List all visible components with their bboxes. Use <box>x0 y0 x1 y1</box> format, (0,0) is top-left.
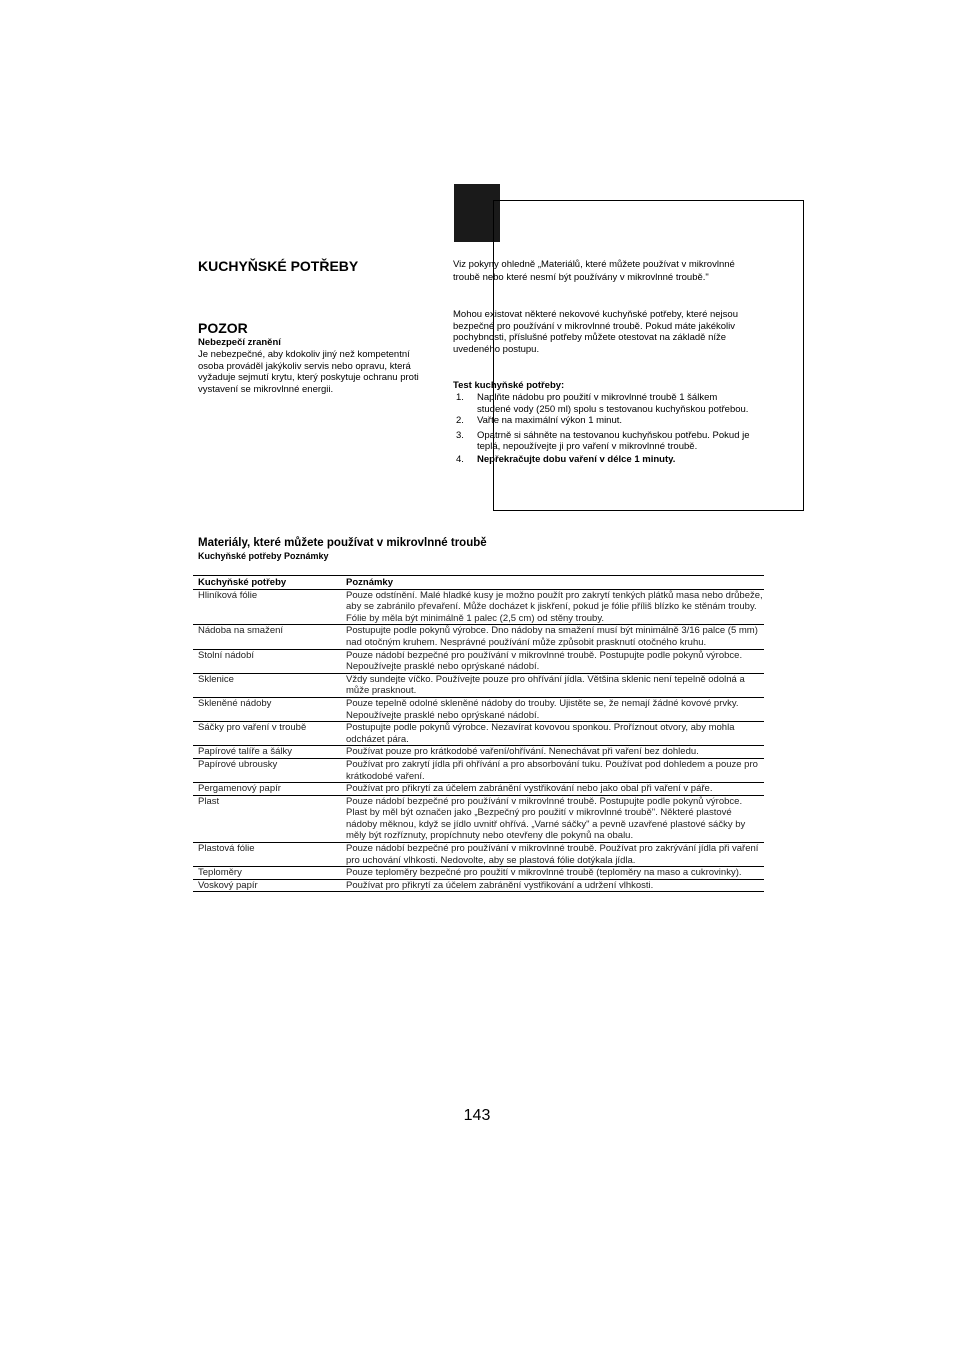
item-cell: Teploměry <box>193 867 341 880</box>
step-text: Vařte na maximální výkon 1 minut. <box>477 415 623 427</box>
table-row <box>193 758 764 782</box>
step-number: 4. <box>456 453 464 465</box>
materials-table <box>193 575 764 892</box>
note-cell: Používat pouze pro krátkodobé vaření/ohřívání. Nenechávat při vaření bez dohledu. <box>341 746 764 759</box>
note-cell: Pouze odstínění. Malé hladké kusy je možno použít pro zakrytí tenkých plátků masa nebo drůbeže, aby se zabránilo převaření. Může docházet k jiskření, pokud je fólie příliš blízko ke stěnám trouby. Fólie by měla být minimálně 1 palec (2,5 cm) od stěny trouby. <box>341 589 764 625</box>
note-cell: Vždy sundejte víčko. Používejte pouze pro ohřívání jídla. Většina sklenic není tepelně odolná a může prasknout. <box>341 673 764 697</box>
table-row <box>193 625 764 649</box>
note-cell: Pouze nádobí bezpečné pro používání v mikrovlnné troubě. Postupujte podle pokynů výrobce. Plast by měl být označen jako „Bezpečný pro použití v mikrovlnné troubě". Některé plastové nádoby měknou, když se jídlo uvnitř ohřívá. „Varné sáčky" a pevně uzavřené plastové sáčky by měly být rozříznuty, propíchnuty nebo otevřeny dle pokynů na obalu. <box>341 795 764 842</box>
page-number: 143 <box>463 1107 491 1124</box>
test-steps <box>453 392 753 466</box>
test-heading: Test kuchyňské potřeby: <box>453 380 565 391</box>
note-cell: Pouze nádobí bezpečné pro používání v mikrovlnné troubě. Používat pro zakrývání jídla při vaření pro uchování vlhkosti. Nedovolte, aby se plastová fólie dotýkala jídla. <box>341 843 764 867</box>
test-step <box>453 430 753 453</box>
item-cell: Nádoba na smažení <box>193 625 341 649</box>
step-text: Opatrně si sáhněte na testovanou kuchyňskou potřebu. Pokud je teplá, nepoužívejte ji pro vaření v mikrovlnné troubě. <box>477 429 750 453</box>
note-cell: Používat pro přikrytí za účelem zabránění vystřikování a udržení vlhkosti. <box>341 879 764 892</box>
item-cell: Plastová fólie <box>193 843 341 867</box>
note-cell: Pouze teploměry bezpečné pro použití v mikrovlnné troubě (teploměry na maso a cukrovinky). <box>341 867 764 880</box>
table-row <box>193 649 764 673</box>
step-number: 1. <box>456 392 464 403</box>
test-step <box>453 415 753 427</box>
warning-subtitle: Nebezpečí zranění <box>198 337 281 348</box>
item-cell: Papírové talíře a šálky <box>193 746 341 759</box>
item-cell: Sklenice <box>193 673 341 697</box>
item-cell: Plast <box>193 795 341 842</box>
table-row <box>193 722 764 746</box>
section-heading: KUCHYŇSKÉ POTŘEBY <box>198 258 359 274</box>
step-number: 2. <box>456 415 464 427</box>
note-cell: Používat pro zakrytí jídla při ohřívání a pro absorbování tuku. Používat pod dohledem a pouze pro krátkodobé vaření. <box>341 758 764 782</box>
note-cell: Postupujte podle pokynů výrobce. Nezavírat kovovou sponkou. Proříznout otvory, aby mohla odcházet pára. <box>341 722 764 746</box>
table-row <box>193 879 764 892</box>
warning-text: Je nebezpečné, aby kdokoliv jiný než kompetentní osoba prováděl jakýkoliv servis nebo opravu, která vyžaduje sejmutí krytu, který poskytuje ochranu proti vystavení se mikrovlnné energii. <box>198 349 419 395</box>
item-cell: Voskový papír <box>193 879 341 892</box>
item-cell: Pergamenový papír <box>193 783 341 796</box>
materials-heading: Materiály, které můžete používat v mikrovlnné troubě <box>198 537 487 549</box>
item-cell: Skleněné nádoby <box>193 697 341 721</box>
step-text: Nepřekračujte dobu vaření v délce 1 minuty. <box>477 453 676 465</box>
table-row <box>193 673 764 697</box>
warning-title: POZOR <box>198 320 248 336</box>
note-cell: Používat pro přikrytí za účelem zabránění vystřikování nebo jako obal při vaření v páře. <box>341 783 764 796</box>
table-header-row <box>193 576 764 590</box>
table-row <box>193 783 764 796</box>
column-header-item: Kuchyňské potřeby <box>193 576 341 590</box>
column-header-notes: Poznámky <box>341 576 764 590</box>
info-paragraph: Mohou existovat některé nekovové kuchyňské potřeby, které nejsou bezpečné pro používání v mikrovlnné troubě. Pokud máte jakékoliv pochybnosti, příslušné potřeby můžete otestovat na základě níže uvedeného postupu. <box>453 309 738 355</box>
table-row <box>193 843 764 867</box>
item-cell: Stolní nádobí <box>193 649 341 673</box>
test-step <box>453 392 753 415</box>
table-row <box>193 589 764 625</box>
note-cell: Pouze tepelně odolné skleněné nádoby do trouby. Ujistěte se, že nemají žádné kovové prvky. Nepoužívejte prasklé nebo oprýskané nádobí. <box>341 697 764 721</box>
step-number: 3. <box>456 429 464 441</box>
note-cell: Pouze nádobí bezpečné pro používání v mikrovlnné troubě. Postupujte podle pokynů výrobce. Nepoužívejte prasklé nebo oprýskané nádobí. <box>341 649 764 673</box>
note-cell: Postupujte podle pokynů výrobce. Dno nádoby na smažení musí být minimálně 3/16 palce (5 mm) nad otočným kruhem. Nesprávné používání může způsobit prasknutí otočného kruhu. <box>341 625 764 649</box>
table-row <box>193 697 764 721</box>
intro-paragraph: Viz pokyny ohledně „Materiálů, které můžete používat v mikrovlnné troubě nebo které nesmí být používány v mikrovlnné troubě." <box>453 259 735 284</box>
table-row <box>193 867 764 880</box>
item-cell: Sáčky pro vaření v troubě <box>193 722 341 746</box>
test-step <box>453 454 753 466</box>
item-cell: Hliníková fólie <box>193 589 341 625</box>
table-row <box>193 746 764 759</box>
item-cell: Papírové ubrousky <box>193 758 341 782</box>
step-text: Naplňte nádobu pro použití v mikrovlnné troubě 1 šálkem studené vody (250 ml) spolu s testovanou kuchyňskou potřebou. <box>477 392 749 415</box>
table-row <box>193 795 764 842</box>
materials-subheading: Kuchyňské potřeby Poznámky <box>198 551 329 561</box>
